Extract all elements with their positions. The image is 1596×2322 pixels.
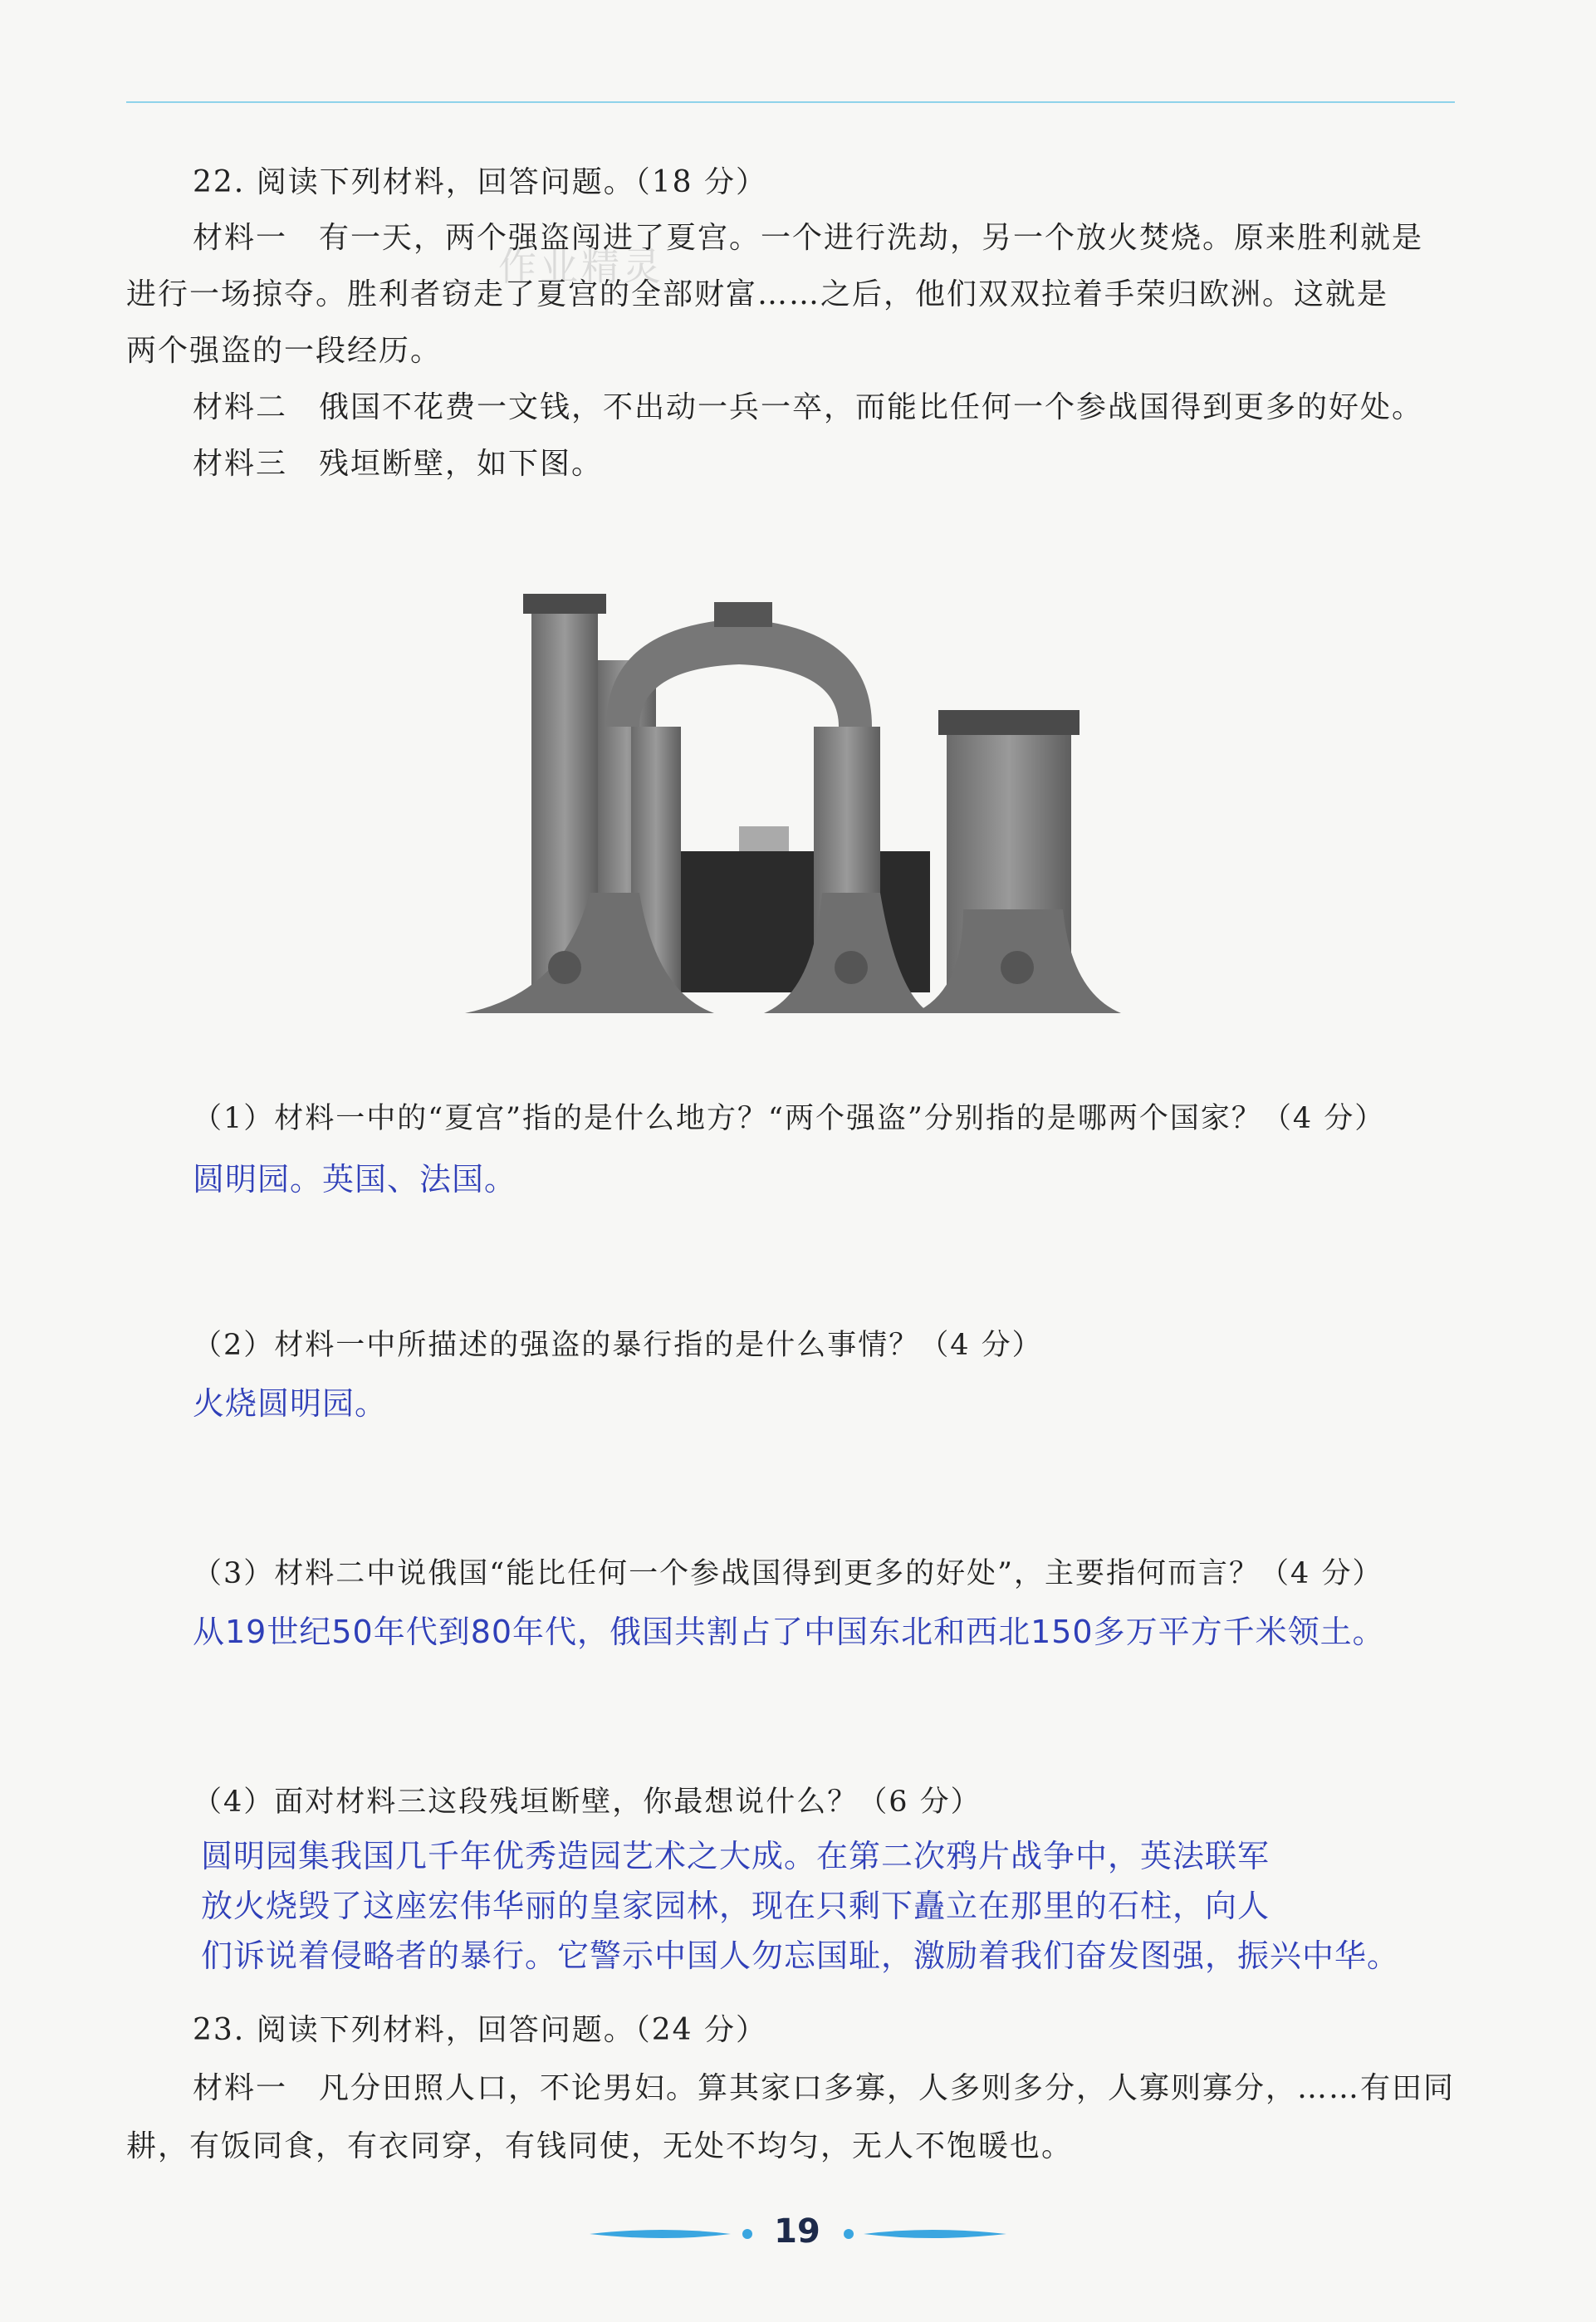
material-3: 材料三 残垣断壁，如下图。 [193,447,604,481]
material-1-line-1: 材料一 有一天，两个强盗闯进了夏宫。一个进行洗劫，另一个放火焚烧。原来胜利就是 [193,221,1424,255]
answer-4-line-2: 放火烧毁了这座宏伟华丽的皇家园林，现在只剩下矗立在那里的石柱，向人 [201,1888,1270,1924]
material-2: 材料二 俄国不花费一文钱，不出动一兵一卒，而能比任何一个参战国得到更多的好处。 [193,390,1424,424]
page-number: 19 [774,2212,820,2251]
material-1-line-2: 进行一场掠夺。胜利者窃走了夏宫的全部财富……之后，他们双双拉着手荣归欧洲。这就是 [126,277,1389,311]
answer-1: 圆明园。英国、法国。 [193,1161,517,1198]
question-22-title: 22. 阅读下列材料，回答问题。（18 分） [193,165,767,199]
watermark: 作业精灵 [498,244,664,289]
sub-question-3: （3）材料二中说俄国“能比任何一个参战国得到更多的好处”，主要指何而言？（4 分） [193,1557,1383,1590]
answer-3: 从19世纪50年代到80年代，俄国共割占了中国东北和西北150多万平方千米领土。 [193,1614,1385,1650]
q23-material-1-line-2: 耕，有饭同食，有衣同穿，有钱同使，无处不均匀，无人不饱暖也。 [126,2129,1074,2163]
sub-question-2: （2）材料一中所描述的强盗的暴行指的是什么事情？（4 分） [193,1329,1043,1362]
header-rule [126,101,1455,103]
sub-question-1: （1）材料一中的“夏宫”指的是什么地方？“两个强盗”分别指的是哪两个国家？（4 分） [193,1102,1386,1135]
q23-material-1-line-1: 材料一 凡分田照人口，不论男妇。算其家口多寡，人多则多分，人寡则寡分，……有田同 [193,2071,1456,2105]
material-1-line-3: 两个强盗的一段经历。 [126,334,443,368]
question-23-title: 23. 阅读下列材料，回答问题。（24 分） [193,2013,767,2047]
ruins-photo [465,561,1121,1026]
answer-4-line-3: 们诉说着侵略者的暴行。它警示中国人勿忘国耻，激励着我们奋发图强，振兴中华。 [201,1937,1400,1974]
sub-question-4: （4）面对材料三这段残垣断壁，你最想说什么？（6 分） [193,1786,982,1819]
answer-4-line-1: 圆明园集我国几千年优秀造园艺术之大成。在第二次鸦片战争中，英法联军 [201,1838,1270,1874]
answer-2: 火烧圆明园。 [193,1385,388,1422]
